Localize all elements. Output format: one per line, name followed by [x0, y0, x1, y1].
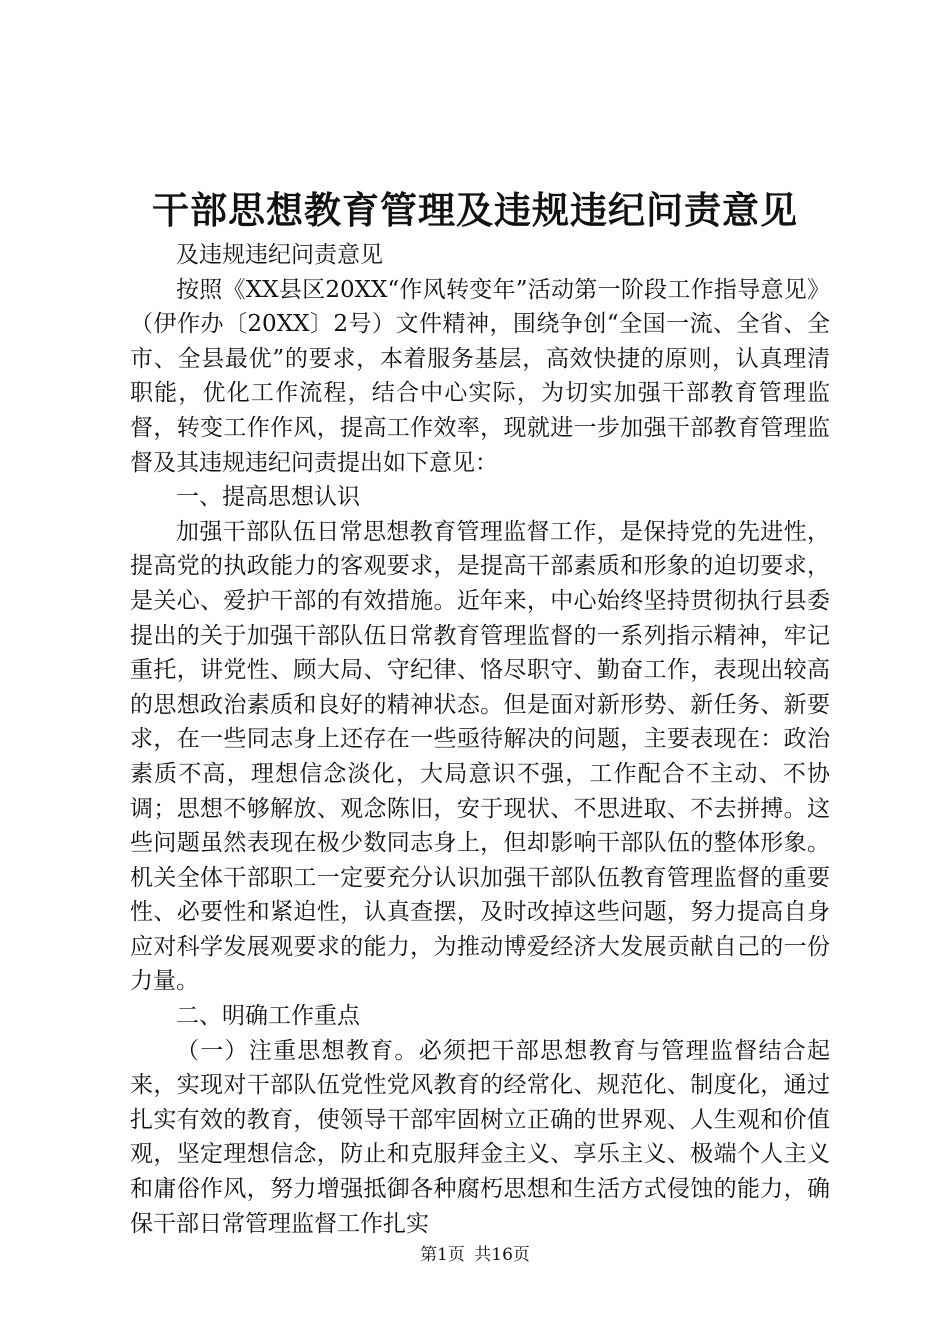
document-body	[130, 238, 830, 1241]
section-heading: 二、明确工作重点	[176, 1003, 360, 1030]
paragraph: 及违规违纪问责意见	[176, 242, 383, 268]
page-footer	[0, 1244, 950, 1266]
section-heading: 一、提高思想认识	[176, 484, 360, 511]
paragraph: （一）注重思想教育。必须把干部思想教育与管理监督结合起来，实现对干部队伍党性党风教育的经常化、规范化、制度化，通过扎实有效的教育，使领导干部牢固树立正确的世界观、人生观和价值观，坚定理想信念，防止和克服拜金主义、享乐主义、极端个人主义和庸俗作风，努力增强抵御各种腐朽思想和生活方式侵蚀的能力，确保干部日常管理监督工作扎实	[130, 1037, 830, 1237]
paragraph: 加强干部队伍日常思想教育管理监督工作，是保持党的先进性，提高党的执政能力的客观要求，是提高干部素质和形象的迫切要求，是关心、爱护干部的有效措施。近年来，中心始终坚持贯彻执行县委提出的关于加强干部队伍日常教育管理监督的一系列指示精神，牢记重托，讲党性、顾大局、守纪律、恪尽职守、勤奋工作，表现出较高的思想政治素质和良好的精神状态。但是面对新形势、新任务、新要求，在一些同志身上还存在一些亟待解决的问题，主要表现在：政治素质不高，理想信念淡化，大局意识不强，工作配合不主动、不协调；思想不够解放、观念陈旧，安于现状、不思进取、不去拼搏。这些问题虽然表现在极少数同志身上，但却影响干部队伍的整体形象。机关全体干部职工一定要充分认识加强干部队伍教育管理监督的重要性、必要性和紧迫性，认真查摆，及时改掉这些问题，努力提高自身应对科学发展观要求的能力，为推动博爱经济大发展贡献自己的一份力量。	[130, 518, 830, 995]
page-total: 共16页	[474, 1245, 530, 1265]
page-number: 第1页	[420, 1245, 465, 1265]
paragraph: 按照《XX县区20XX“作风转变年”活动第一阶段工作指导意见》（伊作办〔20XX〕2号）文件精神，围绕争创“全国一流、全省、全市、全县最优”的要求，本着服务基层，高效快捷的原则，认真理清职能，优化工作流程，结合中心实际，为切实加强干部教育管理监督，转变工作作风，提高工作效率，现就进一步加强干部教育管理监督及其违规违纪问责提出如下意见：	[130, 276, 830, 476]
document-title: 干部思想教育管理及违规违纪问责意见	[152, 188, 798, 232]
